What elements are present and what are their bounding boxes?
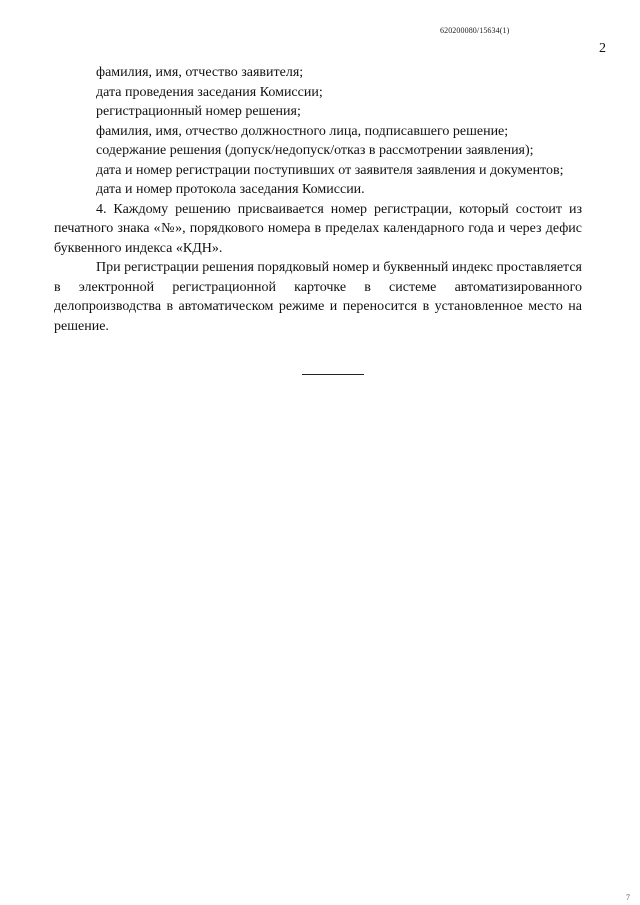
end-separator-line: [302, 374, 364, 375]
list-item: дата и номер регистрации поступивших от заявителя заявления и документов;: [96, 162, 564, 178]
corner-mark: 7: [626, 893, 630, 902]
page-number: 2: [599, 41, 606, 56]
list-item: содержание решения (допуск/недопуск/отказ в рассмотрении заявления);: [96, 143, 534, 158]
document-code: 620200080/15634(1): [440, 26, 510, 35]
list-item: фамилия, имя, отчество заявителя;: [96, 65, 304, 80]
list-item: регистрационный номер решения;: [96, 104, 301, 119]
list-item: дата и номер протокола заседания Комиссии.: [96, 182, 365, 197]
paragraph-registration-number: 4. Каждому решению присваивается номер регистрации, который состоит из печатного знака «№», порядкового номера в пределах календарного года и через дефис буквенного индекса «КДН».: [54, 201, 582, 256]
document-body: [54, 63, 616, 336]
paragraph-registration-procedure: При регистрации решения порядковый номер и буквенный индекс проставляется в электронной регистрационной карточке в системе автоматизированного делопроизводства в автоматическом режиме и переносится в установленное место на решение.: [54, 260, 582, 334]
list-item: фамилия, имя, отчество должностного лица, подписавшего решение;: [96, 123, 509, 139]
list-item: дата проведения заседания Комиссии;: [96, 84, 323, 100]
